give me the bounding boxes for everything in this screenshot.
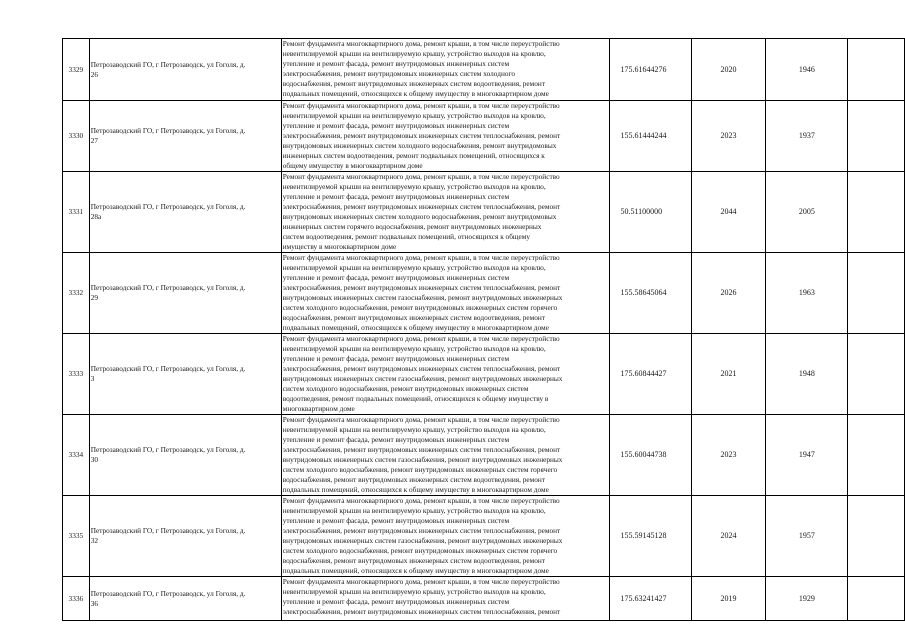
address-cell — [89, 496, 281, 577]
works-line: внутридомовых инженерных систем холодного водоснабжения, ремонт внутридомовых — [282, 212, 557, 221]
works-line: внутридомовых инженерных систем газоснабжения, ремонт внутридомовых инженерных — [282, 293, 563, 302]
empty-cell — [848, 415, 905, 496]
empty-cell — [848, 253, 905, 334]
address-cell — [89, 253, 281, 334]
works-cell — [281, 253, 610, 334]
row-number: 3334 — [63, 415, 90, 496]
works-line: общему имуществу в многоквартирном доме — [282, 161, 423, 170]
address-line: 29 — [90, 293, 98, 302]
works-cell — [281, 39, 610, 101]
address-line: 3 — [90, 374, 95, 383]
address-cell — [89, 415, 281, 496]
cost-cell: 175.60844427 — [610, 334, 691, 415]
built-year-cell: 1946 — [766, 39, 848, 101]
address-cell — [89, 39, 281, 101]
works-line: инженерных систем водоотведения, ремонт подвальных помещений, относящихся к — [282, 151, 545, 160]
address-line: 28а — [90, 212, 102, 221]
works-line: невентилируемой крыши на вентилируемую крышу, устройство выходов на кровлю, — [282, 506, 546, 515]
empty-cell — [848, 334, 905, 415]
works-line: Ремонт фундамента многоквартирного дома, ремонт крыши, в том числе переустройство — [282, 253, 560, 262]
works-line: утепление и ремонт фасада, ремонт внутридомовых инженерных систем — [282, 354, 510, 363]
works-line: Ремонт фундамента многоквартирного дома, ремонт крыши, в том числе переустройство — [282, 334, 560, 343]
works-line: Ремонт фундамента многоквартирного дома, ремонт крыши, в том числе переустройство — [282, 172, 560, 181]
works-line: невентилируемой крыши на вентилируемую крышу, устройство выходов на кровлю, — [282, 425, 546, 434]
row-number: 3331 — [63, 172, 90, 253]
works-line: Ремонт фундамента многоквартирного дома, ремонт крыши, в том числе переустройство — [282, 415, 560, 424]
works-line: утепление и ремонт фасада, ремонт внутридомовых инженерных систем — [282, 192, 510, 201]
cost-cell: 155.58645064 — [610, 253, 691, 334]
address-line: Петрозаводский ГО, г Петрозаводск, ул Гоголя, д. — [90, 588, 246, 598]
empty-cell — [848, 101, 905, 172]
works-line: невентилируемой крыши на вентилируемую крышу, устройство выходов на кровлю, — [282, 344, 546, 353]
address-line: 30 — [90, 455, 98, 464]
works-line: невентилируемой крыши на вентилируемую крышу, устройство выходов на кровлю, — [282, 182, 546, 191]
built-year-cell: 1937 — [766, 101, 848, 172]
works-line: электроснабжения, ремонт внутридомовых инженерных систем теплоснабжения, ремонт — [282, 526, 561, 535]
address-line: 26 — [90, 69, 98, 79]
works-line: подвальных помещений, относящихся к общему имуществу в многоквартирном доме — [282, 323, 549, 332]
works-line: утепление и ремонт фасада, ремонт внутридомовых инженерных систем — [282, 121, 510, 130]
built-year-cell: 1963 — [766, 253, 848, 334]
built-year-cell: 1929 — [766, 577, 848, 621]
address-line: 27 — [90, 136, 98, 145]
works-line: подвальных помещений, относящихся к общему имуществу в многоквартирном доме — [282, 485, 549, 494]
works-line: водоснабжения, ремонт внутридомовых инженерных систем водоотведения, ремонт — [282, 475, 546, 484]
cost-cell: 175.61644276 — [610, 39, 691, 101]
address-cell — [89, 334, 281, 415]
address-line: 32 — [90, 536, 98, 545]
cost-cell: 155.60044738 — [610, 415, 691, 496]
works-line: систем холодного водоснабжения, ремонт внутридомовых инженерных систем — [282, 384, 529, 393]
table-row — [63, 334, 905, 415]
address-cell — [89, 101, 281, 172]
table-row — [63, 253, 905, 334]
works-line: невентилируемой крыши на вентилируемую крышу, устройство выходов на кровлю, — [282, 263, 546, 272]
row-number: 3336 — [63, 577, 90, 621]
row-number: 3333 — [63, 334, 90, 415]
row-number: 3329 — [63, 39, 90, 101]
works-line: электроснабжения, ремонт внутридомовых инженерных систем теплоснабжения, ремонт — [282, 607, 561, 616]
table-row — [63, 415, 905, 496]
cost-cell: 155.59145128 — [610, 496, 691, 577]
works-line: многоквартирном доме — [282, 404, 355, 413]
works-line: водоснабжения, ремонт внутридомовых инженерных систем водоотведения, ремонт — [282, 79, 546, 88]
works-cell — [281, 415, 610, 496]
works-cell — [281, 334, 610, 415]
works-line: утепление и ремонт фасада, ремонт внутридомовых инженерных систем — [282, 435, 510, 444]
empty-cell — [848, 577, 905, 621]
empty-cell — [848, 496, 905, 577]
repair-year-cell: 2019 — [691, 577, 765, 621]
works-line: электроснабжения, ремонт внутридомовых инженерных систем теплоснабжения, ремонт — [282, 283, 561, 292]
row-number: 3330 — [63, 101, 90, 172]
works-line: Ремонт фундамента многоквартирного дома, ремонт крыши, в том числе переустройство — [282, 101, 560, 110]
works-cell — [281, 172, 610, 253]
address-line: Петрозаводский ГО, г Петрозаводск, ул Гоголя, д. — [90, 526, 246, 535]
row-number: 3335 — [63, 496, 90, 577]
cost-cell: 50.51100000 — [610, 172, 691, 253]
address-cell — [89, 577, 281, 621]
built-year-cell: 1947 — [766, 415, 848, 496]
address-line: 36 — [90, 598, 98, 608]
built-year-cell: 1957 — [766, 496, 848, 577]
table-row — [63, 172, 905, 253]
empty-cell — [848, 39, 905, 101]
works-line: имуществу в многоквартирном доме — [282, 242, 397, 251]
works-line: электроснабжения, ремонт внутридомовых инженерных систем холодного — [282, 69, 515, 78]
table-row — [63, 39, 905, 101]
repair-year-cell: 2021 — [691, 334, 765, 415]
address-line: Петрозаводский ГО, г Петрозаводск, ул Гоголя, д. — [90, 445, 246, 454]
repair-year-cell: 2024 — [691, 496, 765, 577]
works-line: невентилируемой крыши на вентилируемую крышу, устройство выходов на кровлю, — [282, 111, 546, 120]
repair-year-cell: 2023 — [691, 415, 765, 496]
address-line: Петрозаводский ГО, г Петрозаводск, ул Гоголя, д. — [90, 364, 246, 373]
table-body — [63, 39, 905, 621]
works-line: электроснабжения, ремонт внутридомовых инженерных систем теплоснабжения, ремонт — [282, 445, 561, 454]
table-row — [63, 496, 905, 577]
cost-cell: 175.63241427 — [610, 577, 691, 621]
works-line: систем холодного водоснабжения, ремонт внутридомовых инженерных систем горячего — [282, 465, 558, 474]
works-line: инженерных систем горячего водоснабжения, ремонт внутридомовых инженерных — [282, 222, 542, 231]
works-line: невентилируемой крыши на вентилируемую крышу, устройство выходов на кровлю, — [282, 587, 546, 596]
works-line: утепление и ремонт фасада, ремонт внутридомовых инженерных систем — [282, 59, 510, 68]
table-row — [63, 101, 905, 172]
works-line: внутридомовых инженерных систем газоснабжения, ремонт внутридомовых инженерных — [282, 536, 563, 545]
address-line: Петрозаводский ГО, г Петрозаводск, ул Гоголя, д. — [90, 283, 246, 292]
works-line: утепление и ремонт фасада, ремонт внутридомовых инженерных систем — [282, 597, 510, 606]
housing-repair-table — [62, 38, 905, 621]
repair-year-cell: 2020 — [691, 39, 765, 101]
built-year-cell: 1948 — [766, 334, 848, 415]
cost-cell: 155.61444244 — [610, 101, 691, 172]
address-line: Петрозаводский ГО, г Петрозаводск, ул Гоголя, д. — [90, 202, 246, 211]
repair-year-cell: 2026 — [691, 253, 765, 334]
works-line: систем холодного водоснабжения, ремонт внутридомовых инженерных систем горячего — [282, 546, 558, 555]
works-line: водоснабжения, ремонт внутридомовых инженерных систем водоотведения, ремонт — [282, 556, 546, 565]
works-line: водоснабжения, ремонт внутридомовых инженерных систем водоотведения, ремонт — [282, 313, 546, 322]
table-row — [63, 577, 905, 621]
works-line: подвальных помещений, относящихся к общему имуществу в многоквартирном доме — [282, 89, 549, 98]
works-line: внутридомовых инженерных систем газоснабжения, ремонт внутридомовых инженерных — [282, 374, 563, 383]
row-number: 3332 — [63, 253, 90, 334]
works-line: электроснабжения, ремонт внутридомовых инженерных систем теплоснабжения, ремонт — [282, 131, 561, 140]
works-line: Ремонт фундамента многоквартирного дома, ремонт крыши, в том числе переустройство — [282, 577, 560, 586]
works-line: Ремонт фундамента многоквартирного дома, ремонт крыши, в том числе переустройство — [282, 39, 560, 48]
works-line: электроснабжения, ремонт внутридомовых инженерных систем теплоснабжения, ремонт — [282, 202, 561, 211]
works-line: систем холодного водоснабжения, ремонт внутридомовых инженерных систем горячего — [282, 303, 558, 312]
works-line: систем водоотведения, ремонт подвальных помещений, относящихся к общему — [282, 232, 531, 241]
repair-year-cell: 2023 — [691, 101, 765, 172]
works-line: утепление и ремонт фасада, ремонт внутридомовых инженерных систем — [282, 516, 510, 525]
works-line: утепление и ремонт фасада, ремонт внутридомовых инженерных систем — [282, 273, 510, 282]
works-cell — [281, 101, 610, 172]
works-line: водоотведения, ремонт подвальных помещений, относящихся к общему имуществу в — [282, 394, 549, 403]
works-line: невентилируемой крыши на вентилируемую крышу, устройство выходов на кровлю, — [282, 49, 546, 58]
address-line: Петрозаводский ГО, г Петрозаводск, ул Гоголя, д. — [90, 126, 246, 135]
repair-year-cell: 2044 — [691, 172, 765, 253]
works-line: внутридомовых инженерных систем газоснабжения, ремонт внутридомовых инженерных — [282, 455, 563, 464]
empty-cell — [848, 172, 905, 253]
works-cell — [281, 577, 610, 621]
works-line: внутридомовых инженерных систем холодного водоснабжения, ремонт внутридомовых — [282, 141, 557, 150]
address-line: Петрозаводский ГО, г Петрозаводск, ул Гоголя, д. — [90, 59, 246, 69]
works-line: подвальных помещений, относящихся к общему имуществу в многоквартирном доме — [282, 566, 549, 575]
works-cell — [281, 496, 610, 577]
built-year-cell: 2005 — [766, 172, 848, 253]
works-line: Ремонт фундамента многоквартирного дома, ремонт крыши, в том числе переустройство — [282, 496, 560, 505]
works-line: электроснабжения, ремонт внутридомовых инженерных систем теплоснабжения, ремонт — [282, 364, 561, 373]
address-cell — [89, 172, 281, 253]
